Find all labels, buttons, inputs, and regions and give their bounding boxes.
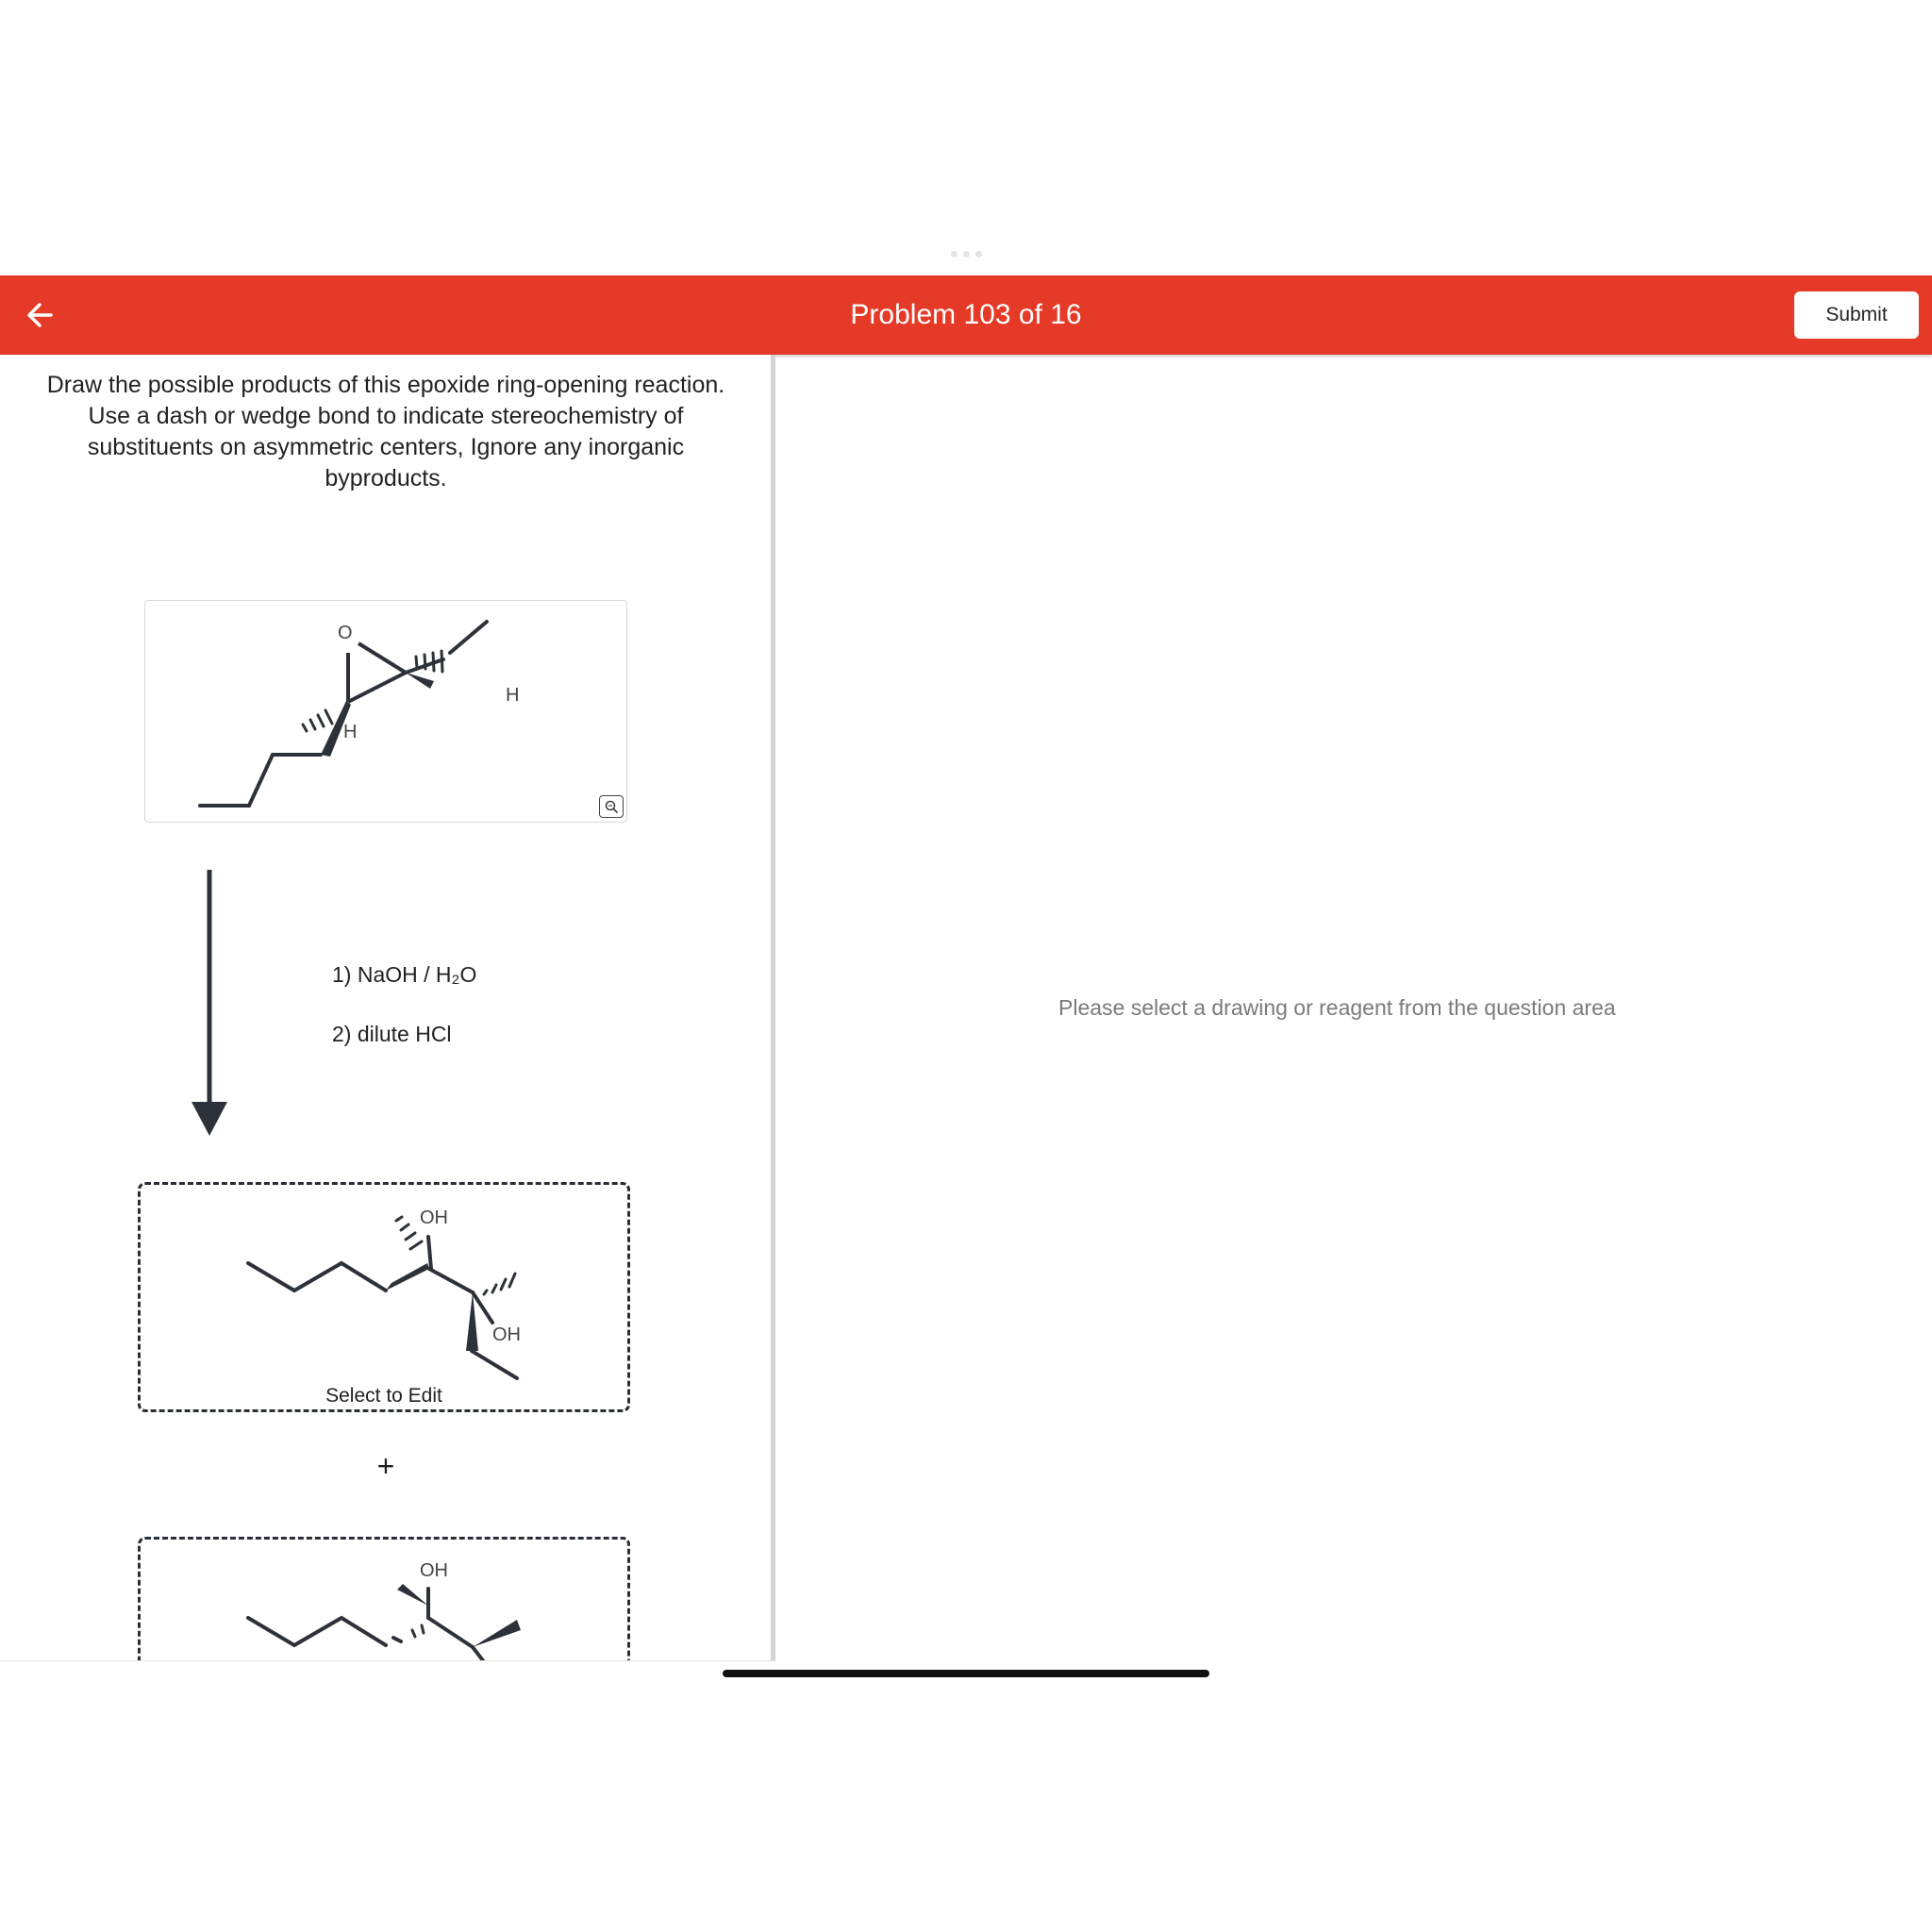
question-panel[interactable] bbox=[0, 355, 772, 1661]
product-2-structure bbox=[141, 1540, 627, 1661]
reactant-h-left-label: H bbox=[343, 722, 358, 742]
reactant-h-right-label: H bbox=[506, 685, 520, 706]
reactant-drawing[interactable] bbox=[144, 600, 627, 823]
panel-divider[interactable] bbox=[771, 355, 775, 1661]
plus-sign: + bbox=[376, 1449, 395, 1483]
product-1-oh-bottom-label: OH bbox=[492, 1324, 521, 1345]
panel-bottom-edge bbox=[0, 1660, 775, 1661]
back-arrow-icon bbox=[21, 294, 62, 336]
product-answer-box-1[interactable] bbox=[138, 1182, 630, 1412]
select-to-edit-label: Select to Edit bbox=[325, 1385, 442, 1407]
submit-button[interactable]: Submit bbox=[1794, 291, 1919, 339]
window-handle-dots bbox=[951, 251, 983, 260]
product-1-oh-top-label: OH bbox=[420, 1208, 448, 1228]
zoom-button[interactable] bbox=[599, 795, 624, 818]
back-button[interactable] bbox=[21, 294, 62, 336]
product-1-structure bbox=[141, 1185, 627, 1383]
question-instructions: Draw the possible products of this epoxide ring-opening reaction. Use a dash or wedge bond to indicate stereochemistry of substituents on asymmetric centers, Ignore any inorganic byproducts. bbox=[46, 372, 725, 491]
product-2-oh-top-label: OH bbox=[420, 1560, 448, 1581]
right-panel-placeholder: Please select a drawing or reagent from the question area bbox=[1058, 995, 1616, 1020]
top-bar bbox=[0, 275, 1932, 355]
reactant-structure bbox=[145, 601, 626, 822]
reagent-step-2[interactable]: 2) dilute HCl bbox=[332, 1022, 452, 1046]
reactant-oxygen-label: O bbox=[338, 623, 353, 643]
product-answer-box-2[interactable] bbox=[138, 1537, 630, 1661]
reagent-step-1[interactable]: 1) NaOH / H₂O bbox=[332, 962, 477, 987]
reaction-arrow bbox=[189, 870, 230, 1138]
zoom-icon bbox=[600, 796, 623, 817]
page-title: Problem 103 of 16 bbox=[850, 299, 1082, 330]
home-indicator[interactable] bbox=[723, 1670, 1209, 1677]
